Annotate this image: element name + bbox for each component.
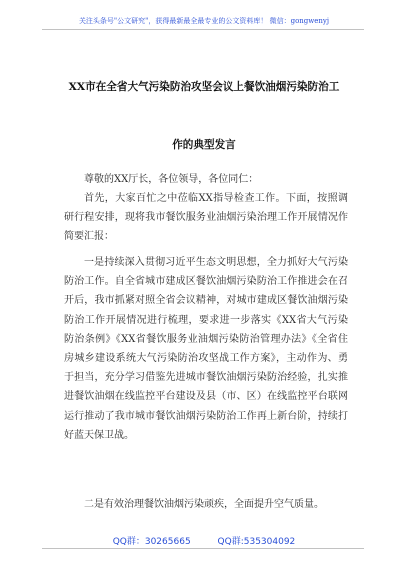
paragraph-intro: 首先，大家百忙之中莅临XX指导检查工作。下面，按照调研行程安排，现将我市餐饮服务业油烟污染治理工作开展情况作简要汇报： xyxy=(64,193,348,243)
document-title-line-1: XX市在全省大气污染防治攻坚会议上餐饮油烟污染防治工 xyxy=(68,81,340,93)
footer-contact xyxy=(0,534,408,547)
salutation: 尊敬的XX厅长，各位领导，各位同仁： xyxy=(84,174,259,185)
footer-qq-group-1: QQ群：30265665 xyxy=(112,537,191,547)
paragraph-point-one: 一是持续深入贯彻习近平生态文明思想，全力抓好大气污染防治工作。自全省城市建成区餐饮油烟污染防治工作推进会在召开后，我市抓紧对照全省会议精神，对城市建成区餐饮油烟污染防治工作开展情况进行梳理，要求进一步落实《XX省大气污染防治条例》《XX省餐饮服务业油烟污染防治管理办法》《全省住房城乡建设系统大气污染防治攻坚战工作方案》，主动作为、勇于担当，充分学习借鉴先进城市餐饮油烟污染防治经验，扎实推进餐饮油烟在线监控平台建设及县（市、区）在线监控平台联网运行推动了我市城市餐饮油烟污染防治工作再上新台阶，持续打好蓝天保卫战。 xyxy=(64,257,348,441)
document-title-line-2: 作的典型发言 xyxy=(172,139,236,151)
footer-qq-group-2: QQ群:535304092 xyxy=(217,537,296,547)
header-note: 关注头条号"公文研究"，获得最新最全最专业的公文资料库！ 微信：gongwenyj xyxy=(78,17,330,25)
paragraph-point-two: 二是有效治理餐饮油烟污染顽疾，全面提升空气质量。 xyxy=(84,499,324,510)
header-divider xyxy=(42,29,364,30)
footer-divider xyxy=(42,548,364,549)
